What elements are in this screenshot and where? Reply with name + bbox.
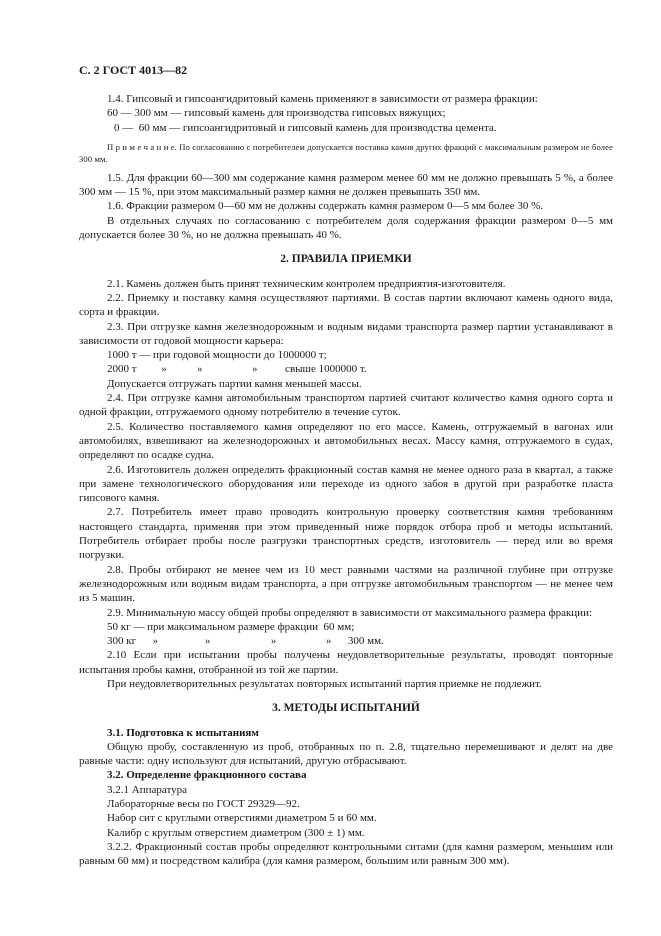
clause-3-2-1-item-3: Калибр с круглым отверстием диаметром (300 ± 1) мм. [107, 826, 365, 839]
clause-1-4-note: П р и м е ч а н и е. По согласованию с потребителем допускается поставка камня других фракций с максимальным размером не более 300 мм. [79, 141, 613, 164]
clause-2-2: 2.2. Приемку и поставку камня осуществляют партиями. В состав партии включают камень одного вида, сорта и фракции. [79, 291, 613, 319]
clause-3-2-1: 3.2.1 Аппаратура [107, 783, 187, 796]
clause-2-3-note: Допускается отгружать партии камня меньшей массы. [107, 377, 362, 390]
clause-2-10: 2.10 Если при испытании пробы получены неудовлетворительные результаты, проводят повторные испытания пробы камня, отобранной из той же партии. [79, 649, 613, 676]
page-header: С. 2 ГОСТ 4013—82 [79, 63, 188, 77]
clause-1-4-item-2: 0 — 60 мм — гипсоангидритовый и гипсовый камень для производства цемента. [114, 121, 497, 134]
document-body [79, 92, 613, 869]
clause-1-6: 1.6. Фракции размером 0—60 мм не должны содержать камня размером 0—5 мм более 30 %. [107, 200, 543, 213]
clause-1-4: 1.4. Гипсовый и гипсоангидритовый камень применяют в зависимости от размера фракции: [107, 93, 538, 105]
clause-3-2-1-item-1: Лабораторные весы по ГОСТ 29329—92. [107, 798, 300, 811]
clause-2-9: 2.9. Минимальную массу общей пробы определяют в зависимости от максимального размера фракции: [107, 606, 593, 619]
clause-1-4-item-1: 60 — 300 мм — гипсовый камень для производства гипсовых вяжущих; [107, 107, 446, 120]
clause-2-3-item-2: 2000 т » » » свыше 1000000 т. [107, 363, 367, 376]
clause-1-5: 1.5. Для фракции 60—300 мм содержание камня размером менее 60 мм не должно превышать 5 %, а более 300 мм — 15 %, при этом максимальный размер камня не должен превышать 350 мм. [79, 171, 613, 199]
clause-2-8: 2.8. Пробы отбирают не менее чем из 10 мест равными частями на различной глубине при отгрузке железнодорожным или водным видам транспорта, а при отгрузке автомобильным транспортом — не менее чем из 5 машин. [79, 563, 613, 605]
clause-2-9-item-1: 50 кг — при максимальном размере фракции 60 мм; [107, 620, 355, 633]
clause-2-10-extra: При неудовлетворительных результатах повторных испытаний партия приемке не подлежит. [107, 677, 542, 690]
clause-3-2-2: 3.2.2. Фракционный состав пробы определяют контрольными ситами (для камня размером, меньшим или равным 60 мм) и посредством калибра (для камня размером, большим или равным 300 мм). [79, 840, 613, 868]
clause-3-1-heading: 3.1. Подготовка к испытаниям [107, 726, 259, 739]
clause-2-9-item-2: 300 кг » » » » 300 мм. [107, 635, 384, 648]
section-2-title: 2. ПРАВИЛА ПРИЕМКИ [280, 253, 412, 266]
clause-2-7: 2.7. Потребитель имеет право проводить контрольную проверку соответствия камня требованиям настоящего стандарта, применяя при этом приведенный ниже порядок отбора проб и методы испытаний. Потребитель отбирает пробы после разгрузки транспортных средств, изготовитель — перед или во время погрузки. [79, 506, 613, 562]
clause-2-6: 2.6. Изготовитель должен определять фракционный состав камня не менее одного раза в квартал, а также при замене технологического оборудования или переходе из одного забоя в другой при разработке пласта гипсового камня. [79, 463, 613, 505]
clause-2-5: 2.5. Количество поставляемого камня определяют по его массе. Камень, отгружаемый в вагонах или автомобилях, взвешивают на железнодорожных и автомобильных весах. Массу камня, отгружаемого в судах, определяют по осадке судна. [79, 420, 613, 462]
clause-2-1: 2.1. Камень должен быть принят техническим контролем предприятия-изготовителя. [107, 277, 506, 290]
clause-3-1: Общую пробу, составленную из проб, отобранных по п. 2.8, тщательно перемешивают и делят на две равные части: одну используют для испытаний, другую отбрасывают. [79, 740, 613, 768]
clause-3-2-1-item-2: Набор сит с круглыми отверстиями диаметром 5 и 60 мм. [107, 812, 377, 825]
section-3-title: 3. МЕТОДЫ ИСПЫТАНИЙ [272, 702, 420, 715]
clause-2-4: 2.4. При отгрузке камня автомобильным транспортом партией считают количество камня одного сорта и одной фракции, отгружаемого одному потребителю в течение суток. [79, 392, 613, 419]
clause-2-3-item-1: 1000 т — при годовой мощности до 1000000 т; [107, 349, 327, 362]
clause-2-3: 2.3. При отгрузке камня железнодорожным и водным видами транспорта размер партии устанавливают в зависимости от годовой мощности карьера: [79, 320, 613, 347]
clause-1-6-extra: В отдельных случаях по согласованию с потребителем доля содержания фракции размером 0—5 мм допускается более 30 %, но не должна превышать 40 %. [79, 214, 613, 242]
clause-3-2-heading: 3.2. Определение фракционного состава [107, 769, 307, 782]
